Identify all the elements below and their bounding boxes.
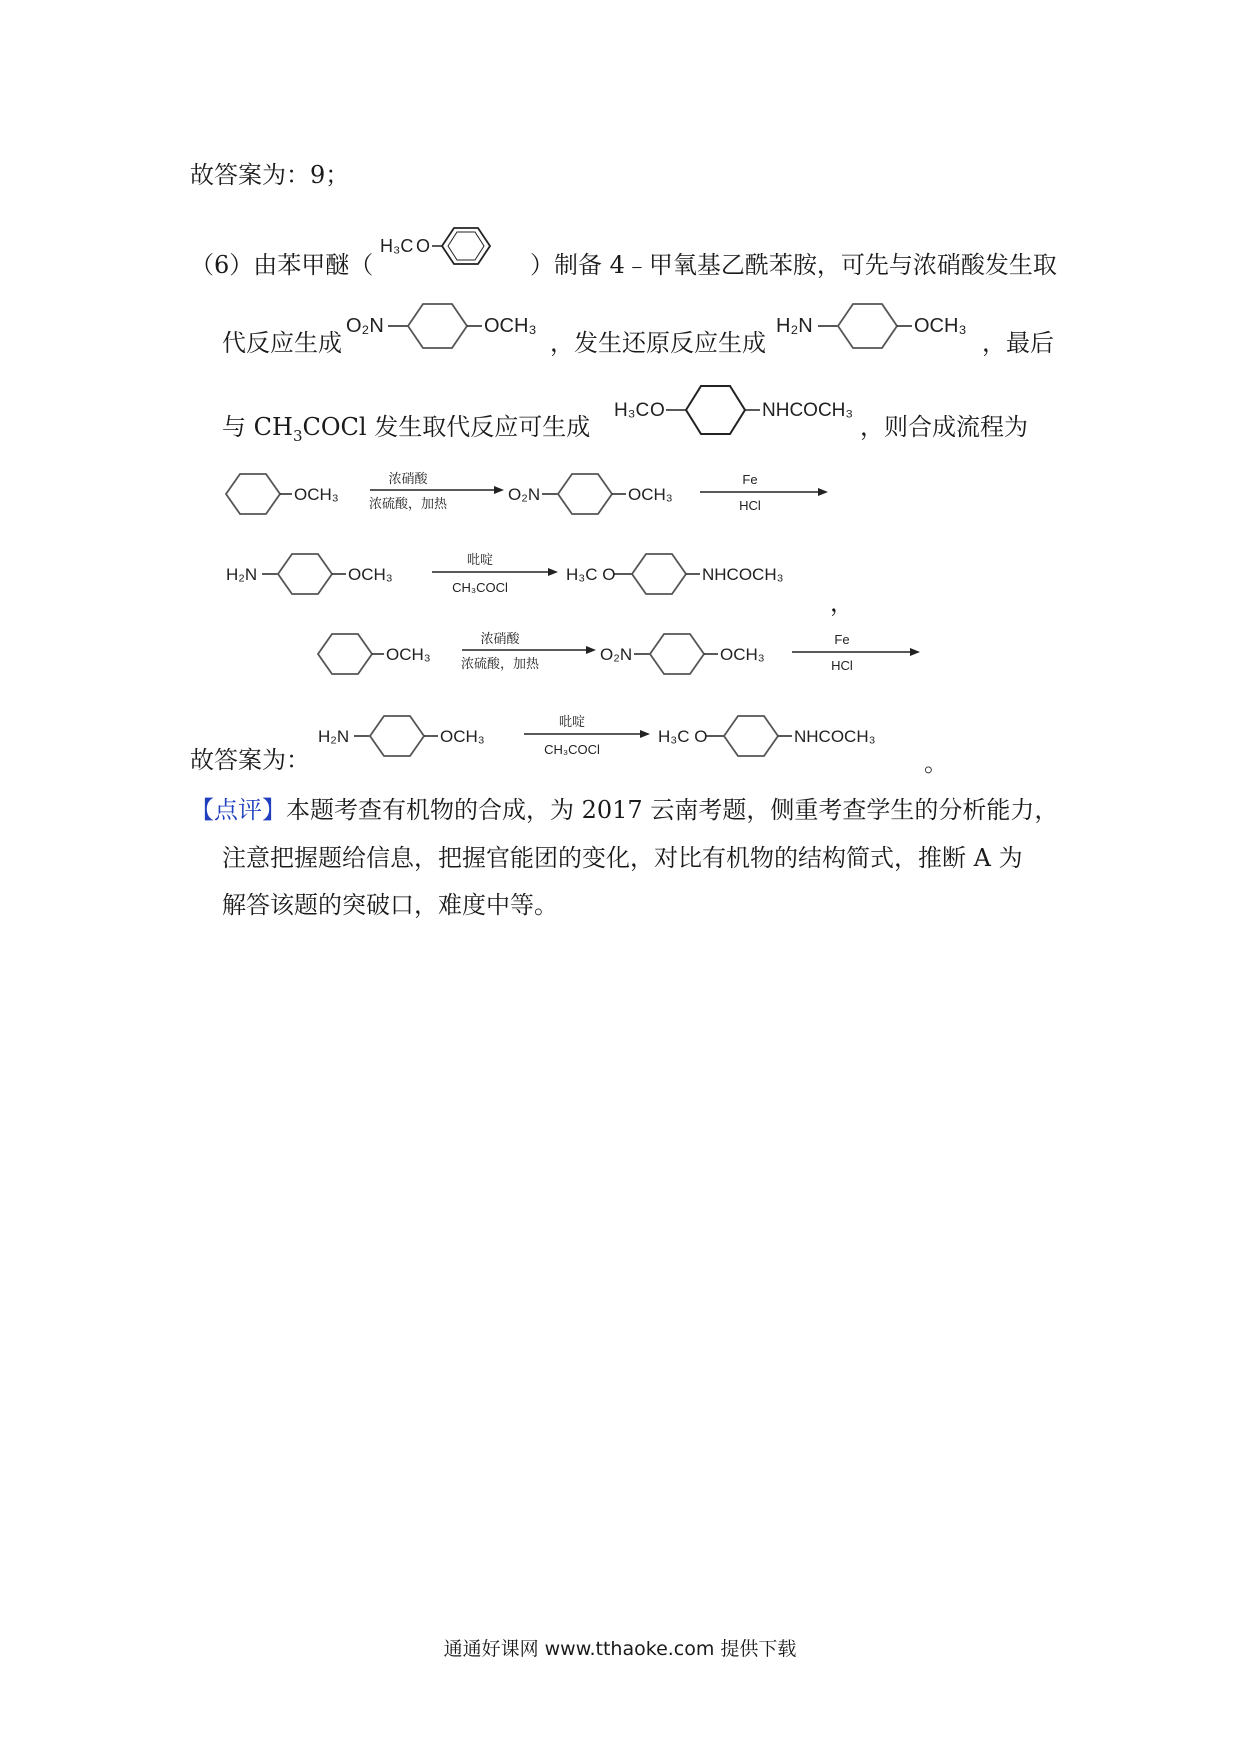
mol-label: H₃C O xyxy=(566,565,616,584)
mol-label: OCH₃ xyxy=(294,485,339,504)
mol-label: O xyxy=(650,400,665,421)
mol-label: O₂N xyxy=(346,315,384,337)
anisidine-structure xyxy=(774,296,974,352)
answer-prefix: 故答案为： xyxy=(190,746,310,774)
mol-label: NHCOCH₃ xyxy=(762,400,854,421)
part6-text-5: 代反应生成 xyxy=(222,329,342,357)
comment-tag: 【点评】 xyxy=(190,796,286,824)
mol-label: O₂N xyxy=(600,645,633,664)
comma: ， xyxy=(830,589,854,617)
comment-line-2: 注意把握题给信息，把握官能团的变化，对比有机物的结构简式，推断 A 为 xyxy=(222,844,1023,872)
answer-line-2 xyxy=(190,745,310,775)
answer-prefix: 故答案为： xyxy=(190,161,310,189)
part6-line-1 xyxy=(190,250,373,280)
part6-text-7: ，最后 xyxy=(982,329,1054,357)
mol-label: OCH₃ xyxy=(914,315,967,337)
reagent-label: HCl xyxy=(739,498,761,513)
part6-text-2: ）制备 xyxy=(530,251,602,279)
part6-text-1: 由苯甲醚（ xyxy=(253,251,374,279)
part6-text-12: ，则合成流程为 xyxy=(860,413,1028,441)
comment-line-1 xyxy=(190,795,1058,825)
nitroanisole-structure xyxy=(344,296,544,352)
mol-label: O xyxy=(416,236,431,256)
formula-cocl: COCl xyxy=(302,413,367,441)
part6-text-6: ，发生还原反应生成 xyxy=(550,329,766,357)
reagent-label: 吡啶 xyxy=(466,552,494,567)
mol-label: NHCOCH₃ xyxy=(702,565,784,584)
reagent-label: CH₃COCl xyxy=(452,580,508,595)
reagent-label: CH₃COCl xyxy=(544,742,600,757)
mol-label: NHCOCH₃ xyxy=(794,727,876,746)
scheme1-row2 xyxy=(222,550,842,610)
answer-line-1 xyxy=(190,160,349,190)
mol-label: H₂N xyxy=(226,565,258,584)
part6-line-2a xyxy=(222,328,342,358)
part6-text-11: 发生取代反应可生成 xyxy=(374,413,591,441)
reagent-label: 浓硫酸，加热 xyxy=(460,656,540,671)
mol-label: OCH₃ xyxy=(386,645,431,664)
mol-label: OCH₃ xyxy=(484,315,537,337)
mol-label: O₂N xyxy=(508,485,541,504)
reagent-label: 浓硝酸 xyxy=(480,631,520,646)
mol-label: H₂N xyxy=(776,315,813,337)
scheme2-row1 xyxy=(314,630,934,690)
mol-label: H₃C xyxy=(614,400,650,421)
formula-ch: CH xyxy=(253,413,293,441)
reagent-label: 浓硫酸，加热 xyxy=(368,496,448,511)
mol-label: H₂N xyxy=(318,727,350,746)
part6-text-3: 4 xyxy=(609,251,625,279)
mol-label: OCH₃ xyxy=(348,565,393,584)
reagent-label: Fe xyxy=(742,472,758,487)
part6-line-2b xyxy=(550,328,766,358)
formula-sub: 3 xyxy=(292,426,303,445)
mol-label: H₃C O xyxy=(658,727,708,746)
part6-line-2c xyxy=(982,328,1054,358)
target-product-structure xyxy=(612,380,872,436)
reagent-label: Fe xyxy=(834,632,850,647)
reagent-label: HCl xyxy=(831,658,853,673)
mol-label: H₃C xyxy=(380,236,414,256)
mol-label: OCH₃ xyxy=(440,727,485,746)
anisole-structure xyxy=(376,224,506,272)
reagent-label: 吡啶 xyxy=(558,714,586,729)
part6-line-1b xyxy=(530,250,1057,280)
mol-label: OCH₃ xyxy=(628,485,673,504)
comment-text-1: 本题考查有机物的合成，为 2017 云南考题，侧重考查学生的分析能力， xyxy=(286,796,1059,824)
reagent-label: 浓硝酸 xyxy=(388,471,428,486)
part6-text-4: ﹣甲氧基乙酰苯胺，可先与浓硝酸发生取 xyxy=(624,251,1057,279)
page-footer: 通通好课网 www.tthaoke.com 提供下载 xyxy=(443,1638,797,1660)
mol-label: OCH₃ xyxy=(720,645,765,664)
comment-line-3: 解答该题的突破口，难度中等。 xyxy=(222,891,558,919)
part6-line-3a xyxy=(222,412,590,451)
period: 。 xyxy=(924,749,948,777)
part-number: （6） xyxy=(190,251,254,279)
scheme2-row2 xyxy=(314,712,934,772)
scheme1-row1 xyxy=(222,470,842,530)
answer-value: 9； xyxy=(310,161,350,189)
part6-text-8: 与 xyxy=(222,413,246,441)
part6-line-3b xyxy=(860,412,1028,442)
